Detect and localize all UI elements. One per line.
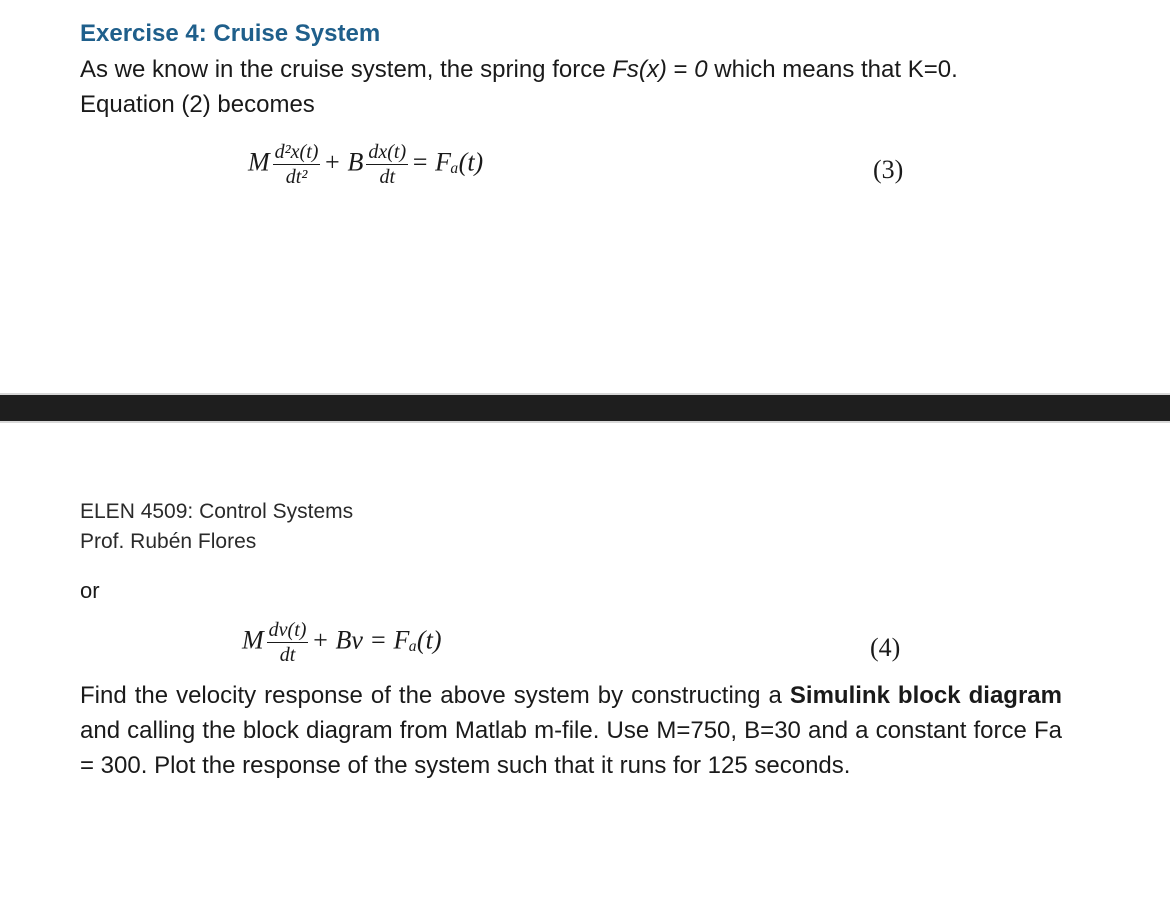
eq4-num: dv(t) (268, 619, 307, 641)
eq3-plus-b: + B (323, 147, 364, 177)
eq3-rhs: = Fₐ(t) (411, 147, 484, 177)
task-bold-simulink: Simulink block diagram (789, 682, 1062, 709)
task-text-2: and calling the block diagram from Matlab m-file. Use M=750, B=30 and a constant force Fa = 300. Plot the response of the system such that it runs for 125 seconds. (80, 717, 1062, 779)
page-break-bar (0, 393, 1170, 423)
eq3-mass: M (248, 147, 270, 177)
footer-professor: Prof. Rubén Flores (80, 530, 257, 553)
equation-4 (242, 618, 441, 667)
eq3-den2: dt (379, 166, 396, 188)
exercise-title: Exercise 4: Cruise System (80, 20, 381, 47)
eq4-den: dt (279, 644, 296, 666)
eq3-num1: d²x(t) (274, 141, 319, 163)
task-text-1: Find the velocity response of the above system by constructing a (80, 682, 790, 709)
equation-4-number: (4) (870, 633, 901, 662)
eq3-second-derivative (273, 140, 321, 189)
footer-course: ELEN 4509: Control Systems (80, 500, 354, 523)
eq3-den1: dt² (285, 166, 308, 188)
intro-text-2: = (666, 56, 695, 83)
spring-force-symbol: Fs(x) (612, 56, 667, 83)
intro-line-2: Equation (2) becomes (80, 91, 315, 118)
intro-paragraph (80, 52, 1070, 122)
task-paragraph (80, 678, 1062, 783)
eq3-num2: dx(t) (368, 141, 407, 163)
eq4-derivative (267, 618, 309, 667)
or-text: or (80, 578, 100, 603)
equation-3 (248, 140, 483, 189)
intro-text-3: which means that K=0. (707, 56, 958, 83)
eq4-mass: M (242, 625, 264, 655)
equation-3-number: (3) (873, 155, 904, 184)
intro-text-1: As we know in the cruise system, the spring force (80, 56, 613, 83)
eq3-first-derivative (366, 140, 408, 189)
eq4-rhs: + Bv = Fₐ(t) (311, 625, 442, 655)
zero-value: 0 (694, 56, 708, 83)
